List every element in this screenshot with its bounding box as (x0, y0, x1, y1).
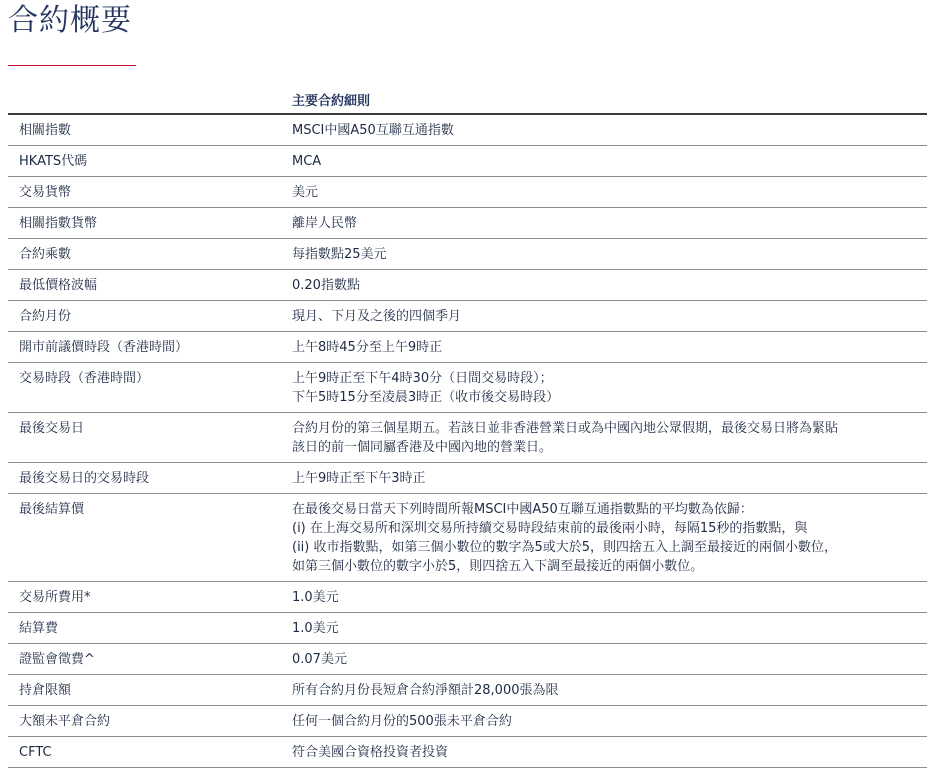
row-value (284, 177, 927, 208)
row-label: 持倉限額 (8, 675, 284, 706)
row-value (284, 737, 927, 768)
row-value (284, 146, 927, 177)
row-value-line: 上午9時正至下午3時正 (292, 471, 426, 486)
row-label: 結算費 (8, 613, 284, 644)
row-label: 最低價格波幅 (8, 270, 284, 301)
table-row (8, 463, 927, 494)
row-value-line: MCA (292, 154, 322, 169)
row-value (284, 413, 927, 463)
row-value-line: 1.0美元 (292, 621, 339, 636)
row-value-line: 任何一個合約月份的500張未平倉合約 (292, 714, 512, 729)
row-label: 合約乘數 (8, 239, 284, 270)
row-value-line: 下午5時15分至凌晨3時正（收市後交易時段） (292, 390, 560, 405)
row-value-line: 離岸人民幣 (292, 216, 358, 231)
row-value-line: 美元 (292, 185, 319, 200)
row-value-line: 在最後交易日當天下列時間所報MSCI中國A50互聯互通指數點的平均數為依歸： (292, 502, 753, 517)
row-label: 交易所費用* (8, 582, 284, 613)
row-value (284, 363, 927, 413)
row-label: CFTC (8, 737, 284, 768)
row-value (284, 208, 927, 239)
table-row (8, 301, 927, 332)
row-label: 最後交易日 (8, 413, 284, 463)
row-value (284, 463, 927, 494)
row-value (284, 239, 927, 270)
row-value (284, 494, 927, 582)
table-row (8, 239, 927, 270)
table-body (8, 114, 927, 768)
table-row (8, 332, 927, 363)
table-row (8, 737, 927, 768)
row-value-line: 該日的前一個同屬香港及中國內地的營業日。 (292, 440, 553, 455)
row-value-line: 上午8時45分至上午9時正 (292, 340, 443, 355)
row-value-line: (i) 在上海交易所和深圳交易所持續交易時段結束前的最後兩小時，每隔15秒的指數點，與 (292, 521, 808, 536)
row-value (284, 301, 927, 332)
page-title: 合約概要 (8, 3, 132, 38)
row-label: HKATS代碼 (8, 146, 284, 177)
row-value-line: 合約月份的第三個星期五。若該日並非香港營業日或為中國內地公眾假期，最後交易日將為緊貼 (292, 421, 839, 436)
row-value-line: 現月、下月及之後的四個季月 (292, 309, 462, 324)
title-accent-rule (8, 65, 136, 66)
table-row (8, 494, 927, 582)
table-row (8, 363, 927, 413)
row-label: 交易時段（香港時間） (8, 363, 284, 413)
row-value (284, 332, 927, 363)
row-label: 開市前議價時段（香港時間） (8, 332, 284, 363)
row-value (284, 114, 927, 146)
table-row (8, 146, 927, 177)
row-value-line: (ii) 收市指數點，如第三個小數位的數字為5或大於5，則四捨五入上調至最接近的兩個小數位， (292, 540, 838, 555)
row-value-line: 0.07美元 (292, 652, 347, 667)
row-value-line: 每指數點25美元 (292, 247, 387, 262)
row-value (284, 270, 927, 301)
table-row (8, 270, 927, 301)
row-value (284, 582, 927, 613)
table-row (8, 582, 927, 613)
row-value (284, 675, 927, 706)
table-row (8, 208, 927, 239)
row-label: 相關指數貨幣 (8, 208, 284, 239)
row-value-line: 如第三個小數位的數字小於5，則四捨五入下調至最接近的兩個小數位。 (292, 559, 704, 574)
row-value-line: 符合美國合資格投資者投資 (292, 745, 449, 760)
table-header-row (8, 84, 927, 114)
row-value (284, 613, 927, 644)
row-label: 相關指數 (8, 114, 284, 146)
table-row (8, 706, 927, 737)
row-value (284, 706, 927, 737)
table-row (8, 114, 927, 146)
row-value-line: 1.0美元 (292, 590, 339, 605)
table-row (8, 644, 927, 675)
row-label: 大額未平倉合約 (8, 706, 284, 737)
row-value-line: 所有合約月份長短倉合約淨額計28,000張為限 (292, 683, 559, 698)
row-label: 交易貨幣 (8, 177, 284, 208)
table-row (8, 613, 927, 644)
row-value (284, 644, 927, 675)
row-label: 最後交易日的交易時段 (8, 463, 284, 494)
row-label: 合約月份 (8, 301, 284, 332)
table-row (8, 413, 927, 463)
table-row (8, 177, 927, 208)
row-value-line: MSCI中國A50互聯互通指數 (292, 123, 454, 138)
row-label: 最後結算價 (8, 494, 284, 582)
row-value-line: 上午9時正至下午4時30分（日間交易時段）； (292, 371, 553, 386)
row-label: 證監會徵費^ (8, 644, 284, 675)
header-label-cell (8, 84, 284, 114)
table-row (8, 675, 927, 706)
header-value-cell: 主要合約細則 (284, 84, 927, 114)
row-value-line: 0.20指數點 (292, 278, 360, 293)
contract-spec-table (8, 84, 927, 768)
